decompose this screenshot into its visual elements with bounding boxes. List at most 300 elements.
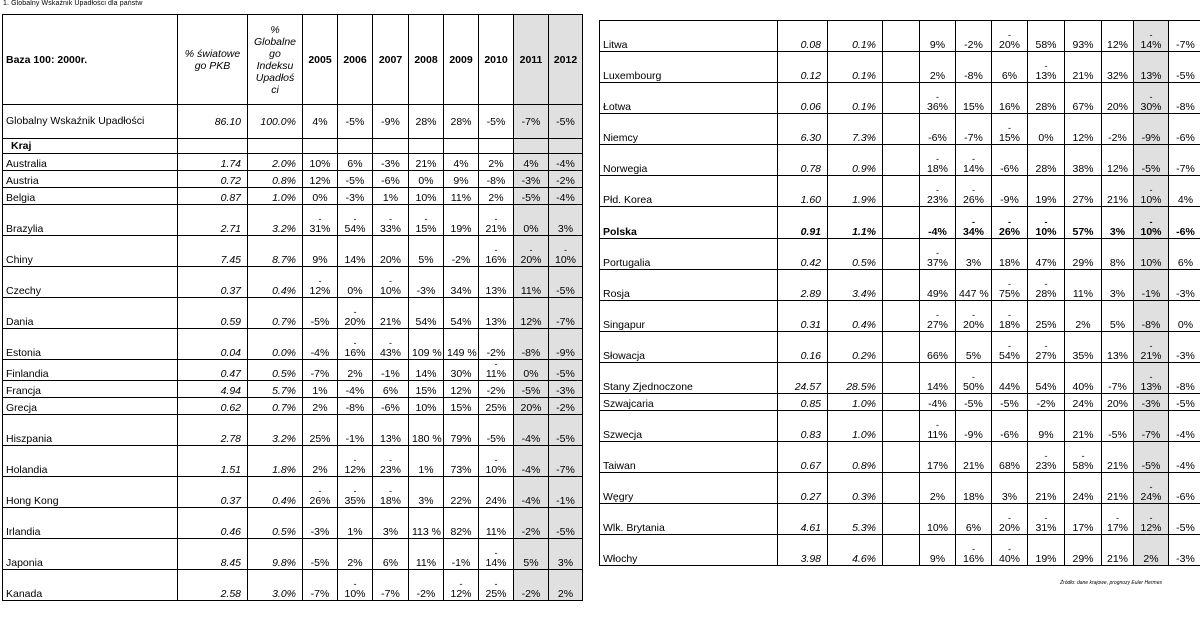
year-value: 9%	[920, 21, 956, 52]
year-value: 1%	[303, 381, 338, 398]
empty-cell	[479, 139, 514, 154]
year-value: -1%	[549, 477, 583, 508]
country-name: Słowacja	[600, 332, 778, 363]
index-share: 1.0%	[248, 188, 303, 205]
table-row	[3, 188, 583, 205]
empty-cell	[883, 52, 920, 83]
table-row	[3, 570, 583, 601]
country-name: Estonia	[3, 329, 178, 360]
gdp-share: 0.31	[778, 301, 828, 332]
year-value: 27%	[1065, 176, 1102, 207]
table-row	[600, 363, 1200, 394]
gdp-share: 4.61	[778, 504, 828, 535]
year-value: 9%	[1028, 411, 1065, 442]
table-row	[3, 267, 583, 298]
global-value: 4%	[303, 105, 338, 139]
gdp-share: 3.98	[778, 535, 828, 566]
year-value: -5%	[956, 394, 992, 411]
table-row	[3, 171, 583, 188]
table-row	[600, 535, 1200, 566]
country-name: Irlandia	[3, 508, 178, 539]
table-row	[600, 21, 1200, 52]
year-value: - 16%	[338, 329, 373, 360]
gdp-share: 0.87	[178, 188, 248, 205]
year-value: 2%	[549, 570, 583, 601]
global-index: 100.0%	[248, 105, 303, 139]
global-row	[3, 105, 583, 139]
year-value: -4%	[920, 394, 956, 411]
year-value: 11%	[479, 508, 514, 539]
year-value: 3%	[1102, 270, 1134, 301]
country-name: Norwegia	[600, 145, 778, 176]
year-value: 21%	[1102, 473, 1134, 504]
gdp-share: 1.51	[178, 446, 248, 477]
year-value: 20%	[514, 398, 549, 415]
year-value: 2%	[1134, 535, 1169, 566]
country-name: Szwajcaria	[600, 394, 778, 411]
global-gdp: 86.10	[178, 105, 248, 139]
year-value: 3%	[409, 477, 444, 508]
year-value: -4%	[514, 446, 549, 477]
index-share: 1.8%	[248, 446, 303, 477]
gdp-share: 0.46	[178, 508, 248, 539]
empty-cell	[883, 83, 920, 114]
empty-cell	[883, 504, 920, 535]
index-share: 0.3%	[828, 473, 883, 504]
year-value: - 10%	[479, 446, 514, 477]
year-value: - 13%	[1134, 363, 1169, 394]
year-value: -8%	[1169, 363, 1200, 394]
gdp-share: 0.67	[778, 442, 828, 473]
year-value: 21%	[1102, 176, 1134, 207]
index-share: 0.4%	[248, 267, 303, 298]
table-row	[3, 236, 583, 267]
year-value: 30%	[444, 360, 479, 381]
table-row	[600, 270, 1200, 301]
year-value: 28%	[1028, 145, 1065, 176]
year-value: - 27%	[920, 301, 956, 332]
index-share: 0.8%	[828, 442, 883, 473]
year-value: 3%	[549, 205, 583, 236]
year-value: 113 %	[409, 508, 444, 539]
year-value: 19%	[1028, 176, 1065, 207]
gdp-share: 0.78	[778, 145, 828, 176]
country-name: Hiszpania	[3, 415, 178, 446]
year-value: -5%	[303, 539, 338, 570]
year-value: 22%	[444, 477, 479, 508]
year-value: 14%	[338, 236, 373, 267]
year-value: 13%	[1102, 332, 1134, 363]
table-row	[3, 446, 583, 477]
year-value: - 12%	[444, 570, 479, 601]
year-value: 3%	[373, 508, 409, 539]
year-value: 0%	[514, 360, 549, 381]
year-value: -3%	[373, 154, 409, 171]
country-name: Brazylia	[3, 205, 178, 236]
empty-cell	[303, 139, 338, 154]
year-value: 13%	[479, 298, 514, 329]
year-value: - 11%	[479, 360, 514, 381]
year-value: - 27%	[1028, 332, 1065, 363]
country-name: Grecja	[3, 398, 178, 415]
year-header: 2010	[479, 15, 514, 105]
gdp-share: 0.62	[178, 398, 248, 415]
year-value: 10%	[409, 188, 444, 205]
year-value: - 11%	[920, 411, 956, 442]
year-value: - 13%	[1028, 52, 1065, 83]
year-value: 82%	[444, 508, 479, 539]
year-value: - 10%	[338, 570, 373, 601]
year-value: -4%	[920, 207, 956, 239]
year-value: 5%	[956, 332, 992, 363]
empty-cell	[883, 145, 920, 176]
gdp-share: 4.94	[178, 381, 248, 398]
year-value: -2%	[1102, 114, 1134, 145]
gdp-share: 0.06	[778, 83, 828, 114]
year-value: 4%	[444, 154, 479, 171]
table-row	[3, 360, 583, 381]
year-value: -2%	[549, 171, 583, 188]
table-row	[600, 207, 1200, 239]
gdp-share: 0.16	[778, 332, 828, 363]
year-value: 11%	[1065, 270, 1102, 301]
year-value: 79%	[444, 415, 479, 446]
year-value: 25%	[479, 398, 514, 415]
index-share: 4.6%	[828, 535, 883, 566]
year-value: -5%	[992, 394, 1028, 411]
index-share: 0.4%	[828, 301, 883, 332]
year-value: -5%	[549, 508, 583, 539]
country-name: Litwa	[600, 21, 778, 52]
global-value: 28%	[444, 105, 479, 139]
year-value: 12%	[514, 298, 549, 329]
index-share: 3.2%	[248, 415, 303, 446]
empty-cell	[883, 239, 920, 270]
year-value: -5%	[1169, 394, 1200, 411]
year-value: 35%	[1065, 332, 1102, 363]
year-value: 6%	[373, 539, 409, 570]
empty-cell	[248, 139, 303, 154]
empty-cell	[883, 301, 920, 332]
year-value: -5%	[549, 415, 583, 446]
index-share: 0.2%	[828, 332, 883, 363]
table-row	[3, 381, 583, 398]
left-table	[2, 14, 583, 601]
table-row	[600, 442, 1200, 473]
year-value: -5%	[1134, 442, 1169, 473]
global-value: -5%	[338, 105, 373, 139]
year-value: 0%	[1028, 114, 1065, 145]
country-name: Stany Zjednoczone	[600, 363, 778, 394]
table-row	[3, 477, 583, 508]
year-value: 2%	[303, 398, 338, 415]
year-value: 0%	[303, 188, 338, 205]
year-value: 9%	[303, 236, 338, 267]
year-value: 21%	[1102, 442, 1134, 473]
empty-cell	[883, 442, 920, 473]
year-value: - 10%	[373, 267, 409, 298]
year-value: 13%	[373, 415, 409, 446]
country-name: Luxembourg	[600, 52, 778, 83]
empty-cell	[409, 139, 444, 154]
year-value: - 24%	[1134, 473, 1169, 504]
year-value: 12%	[444, 381, 479, 398]
year-value: -7%	[1169, 145, 1200, 176]
year-value: -4%	[514, 477, 549, 508]
year-value: 2%	[479, 188, 514, 205]
gdp-share: 0.42	[778, 239, 828, 270]
year-value: 21%	[409, 154, 444, 171]
year-value: -7%	[1134, 411, 1169, 442]
year-value: 2%	[920, 473, 956, 504]
global-value: -9%	[373, 105, 409, 139]
country-name: Belgia	[3, 188, 178, 205]
year-value: - 20%	[338, 298, 373, 329]
year-value: - 14%	[1134, 21, 1169, 52]
year-value: 19%	[444, 205, 479, 236]
gdp-share: 1.60	[778, 176, 828, 207]
year-value: 18%	[992, 239, 1028, 270]
year-value: 25%	[1028, 301, 1065, 332]
year-value: 1%	[373, 188, 409, 205]
gdp-share: 0.91	[778, 207, 828, 239]
empty-cell	[883, 411, 920, 442]
year-value: -7%	[373, 570, 409, 601]
index-share: 0.4%	[248, 477, 303, 508]
year-value: -4%	[1169, 411, 1200, 442]
index-share: 0.8%	[248, 171, 303, 188]
year-value: 47%	[1028, 239, 1065, 270]
year-value: 9%	[444, 171, 479, 188]
country-name: Japonia	[3, 539, 178, 570]
year-value: 29%	[1065, 535, 1102, 566]
year-value: 0%	[514, 205, 549, 236]
index-share: 0.7%	[248, 398, 303, 415]
index-share: 1.9%	[828, 176, 883, 207]
index-share: 0.1%	[828, 21, 883, 52]
year-value: -6%	[920, 114, 956, 145]
gdp-share: 2.78	[178, 415, 248, 446]
year-value: - 25%	[479, 570, 514, 601]
empty-cell	[444, 139, 479, 154]
year-value: 49%	[920, 270, 956, 301]
index-share: 1.0%	[828, 394, 883, 411]
year-value: 21%	[956, 442, 992, 473]
year-value: -6%	[1169, 207, 1200, 239]
year-value: - 31%	[303, 205, 338, 236]
year-value: -7%	[549, 446, 583, 477]
year-value: -7%	[549, 298, 583, 329]
year-value: 93%	[1065, 21, 1102, 52]
year-value: -5%	[479, 415, 514, 446]
year-value: -8%	[956, 52, 992, 83]
year-value: -4%	[549, 188, 583, 205]
year-value: - 14%	[479, 539, 514, 570]
year-value: 21%	[373, 298, 409, 329]
year-value: 54%	[444, 298, 479, 329]
year-value: 13%	[479, 267, 514, 298]
year-value: 5%	[1102, 301, 1134, 332]
year-value: -2%	[1028, 394, 1065, 411]
year-value: 12%	[1102, 145, 1134, 176]
year-value: -3%	[1134, 394, 1169, 411]
year-value: 12%	[1102, 21, 1134, 52]
table-row	[600, 114, 1200, 145]
country-name: Wlk. Brytania	[600, 504, 778, 535]
year-value: 19%	[1028, 535, 1065, 566]
year-value: -7%	[1169, 21, 1200, 52]
index-share: 5.7%	[248, 381, 303, 398]
year-value: - 26%	[956, 176, 992, 207]
year-value: -5%	[514, 188, 549, 205]
year-value: 2%	[338, 360, 373, 381]
year-value: 6%	[1169, 239, 1200, 270]
year-value: - 58%	[1065, 442, 1102, 473]
year-value: - 10%	[1134, 207, 1169, 239]
year-value: -3%	[1169, 332, 1200, 363]
year-value: 109 %	[409, 329, 444, 360]
country-name: Hong Kong	[3, 477, 178, 508]
year-value: 44%	[992, 363, 1028, 394]
gdp-share: 24.57	[778, 363, 828, 394]
country-name: Czechy	[3, 267, 178, 298]
index-share: 0.9%	[828, 145, 883, 176]
year-value: -2%	[479, 329, 514, 360]
year-header: 2012	[549, 15, 583, 105]
year-value: 29%	[1065, 239, 1102, 270]
year-value: 21%	[1065, 52, 1102, 83]
year-value: 24%	[1065, 394, 1102, 411]
year-value: - 12%	[303, 267, 338, 298]
year-value: -6%	[373, 398, 409, 415]
right-table	[599, 20, 1200, 566]
year-value: -6%	[992, 411, 1028, 442]
year-value: 66%	[920, 332, 956, 363]
year-value: 6%	[956, 504, 992, 535]
index-share: 5.3%	[828, 504, 883, 535]
index-share: 3.2%	[248, 205, 303, 236]
year-value: -5%	[549, 360, 583, 381]
year-value: - 14%	[956, 145, 992, 176]
year-value: 11%	[444, 188, 479, 205]
gdp-share: 7.45	[178, 236, 248, 267]
year-value: -9%	[992, 176, 1028, 207]
empty-cell	[883, 473, 920, 504]
year-value: 32%	[1102, 52, 1134, 83]
year-value: 54%	[409, 298, 444, 329]
index-share: 0.5%	[248, 360, 303, 381]
year-header: 2008	[409, 15, 444, 105]
year-value: - 15%	[992, 114, 1028, 145]
year-value: - 23%	[920, 176, 956, 207]
year-value: 10%	[409, 398, 444, 415]
base-header: Baza 100: 2000r.	[3, 15, 178, 105]
year-value: -5%	[549, 267, 583, 298]
year-value: - 18%	[373, 477, 409, 508]
year-value: 149 %	[444, 329, 479, 360]
year-value: 180 %	[409, 415, 444, 446]
year-value: -8%	[514, 329, 549, 360]
gdp-share: 6.30	[778, 114, 828, 145]
year-value: 2%	[338, 539, 373, 570]
year-header: 2007	[373, 15, 409, 105]
year-value: 58%	[1028, 21, 1065, 52]
empty-cell	[549, 139, 583, 154]
table-row	[600, 411, 1200, 442]
year-value: 24%	[1065, 473, 1102, 504]
year-value: 67%	[1065, 83, 1102, 114]
gdp-share: 0.08	[778, 21, 828, 52]
year-value: 2%	[479, 154, 514, 171]
table-row	[600, 332, 1200, 363]
country-name: Szwecja	[600, 411, 778, 442]
year-value: -3%	[514, 171, 549, 188]
country-name: Węgry	[600, 473, 778, 504]
gdp-share: 2.71	[178, 205, 248, 236]
year-value: 1%	[338, 508, 373, 539]
year-value: 0%	[1169, 301, 1200, 332]
year-value: 34%	[444, 267, 479, 298]
table-row	[3, 298, 583, 329]
year-value: - 30%	[1134, 83, 1169, 114]
table-row	[600, 52, 1200, 83]
country-name: Niemcy	[600, 114, 778, 145]
country-name: Chiny	[3, 236, 178, 267]
year-value: - 26%	[992, 207, 1028, 239]
table-row	[600, 473, 1200, 504]
country-name: Francja	[3, 381, 178, 398]
year-value: - 12%	[1134, 504, 1169, 535]
empty-cell	[338, 139, 373, 154]
year-value: -7%	[303, 570, 338, 601]
index-share: 8.7%	[248, 236, 303, 267]
year-value: -4%	[549, 154, 583, 171]
year-value: - 20%	[992, 21, 1028, 52]
empty-cell	[883, 332, 920, 363]
country-name: Holandia	[3, 446, 178, 477]
country-name: Austria	[3, 171, 178, 188]
year-value: - 35%	[338, 477, 373, 508]
year-value: 2%	[1065, 301, 1102, 332]
year-value: 4%	[1169, 176, 1200, 207]
year-value: -2%	[444, 236, 479, 267]
year-value: - 20%	[956, 301, 992, 332]
year-value: -7%	[956, 114, 992, 145]
table-row	[3, 508, 583, 539]
year-value: - 10%	[1134, 176, 1169, 207]
year-value: -4%	[303, 329, 338, 360]
table-row	[3, 154, 583, 171]
year-value: 20%	[1102, 83, 1134, 114]
year-value: -5%	[1169, 504, 1200, 535]
year-value: -5%	[1169, 52, 1200, 83]
index-share: 0.5%	[828, 239, 883, 270]
year-value: -1%	[444, 539, 479, 570]
year-value: 12%	[303, 171, 338, 188]
empty-cell	[883, 270, 920, 301]
table-row	[600, 504, 1200, 535]
table-row	[3, 205, 583, 236]
table-row	[3, 415, 583, 446]
year-value: 14%	[409, 360, 444, 381]
gdp-share: 0.12	[778, 52, 828, 83]
year-value: 57%	[1065, 207, 1102, 239]
year-value: 2%	[920, 52, 956, 83]
year-value: -5%	[338, 171, 373, 188]
table-row	[600, 145, 1200, 176]
year-value: -2%	[514, 570, 549, 601]
year-value: 17%	[920, 442, 956, 473]
